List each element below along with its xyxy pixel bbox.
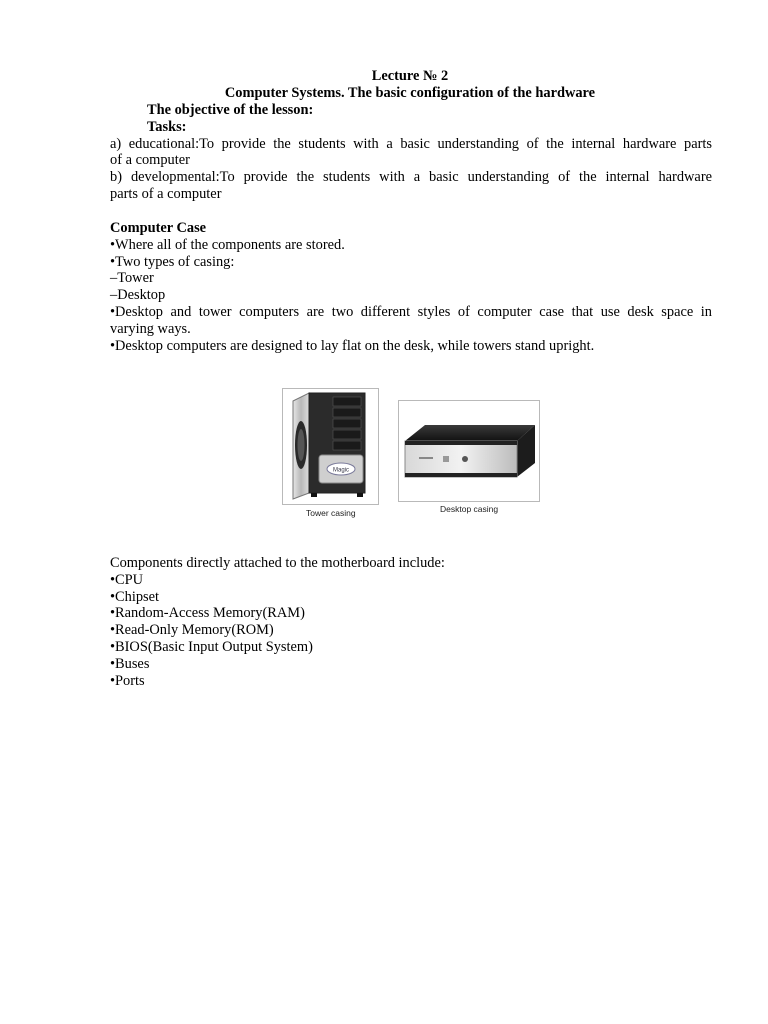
lecture-number: Lecture № 2 bbox=[371, 68, 449, 84]
case-type-desktop: –Desktop bbox=[110, 287, 166, 303]
component-item-ram: •Random-Access Memory(RAM) bbox=[110, 605, 305, 621]
desktop-casing-caption: Desktop casing bbox=[440, 504, 499, 514]
tower-badge-text: Magic bbox=[332, 467, 350, 474]
component-item-bios: •BIOS(Basic Input Output System) bbox=[110, 639, 313, 655]
case-bullet-types: •Two types of casing: bbox=[110, 254, 235, 270]
desktop-case-icon bbox=[399, 401, 539, 501]
case-styles-line2: varying ways. bbox=[110, 321, 191, 337]
computer-case-heading: Computer Case bbox=[110, 220, 207, 236]
objective-heading: The objective of the lesson: bbox=[147, 102, 314, 118]
component-item-ports: •Ports bbox=[110, 673, 145, 689]
task-a-line1: a) educational:To provide the students with a basic understanding of the internal hardware parts bbox=[110, 136, 712, 152]
case-bullet-stored: •Where all of the components are stored. bbox=[110, 237, 345, 253]
case-styles-line1: •Desktop and tower computers are two different styles of computer case that use desk space in bbox=[110, 304, 712, 320]
component-item-chipset: •Chipset bbox=[110, 589, 160, 605]
casing-figure bbox=[262, 374, 546, 524]
components-intro: Components directly attached to the motherboard include: bbox=[110, 555, 445, 571]
tasks-heading: Tasks: bbox=[147, 119, 187, 135]
desktop-casing-image bbox=[398, 400, 540, 502]
task-a-line2: of a computer bbox=[110, 152, 190, 168]
tower-casing-image bbox=[282, 388, 379, 505]
component-item-buses: •Buses bbox=[110, 656, 150, 672]
tower-casing-caption: Tower casing bbox=[306, 508, 356, 518]
task-b-line1: b) developmental:To provide the students with a basic understanding of the internal hardware bbox=[110, 169, 712, 185]
tower-case-icon bbox=[283, 389, 378, 504]
lecture-title: Computer Systems. The basic configuration of the hardware bbox=[224, 85, 596, 101]
component-item-rom: •Read-Only Memory(ROM) bbox=[110, 622, 274, 638]
task-b-line2: parts of a computer bbox=[110, 186, 222, 202]
case-desktop-flat: •Desktop computers are designed to lay flat on the desk, while towers stand upright. bbox=[110, 338, 595, 354]
component-item-cpu: •CPU bbox=[110, 572, 144, 588]
case-type-tower: –Tower bbox=[110, 270, 154, 286]
